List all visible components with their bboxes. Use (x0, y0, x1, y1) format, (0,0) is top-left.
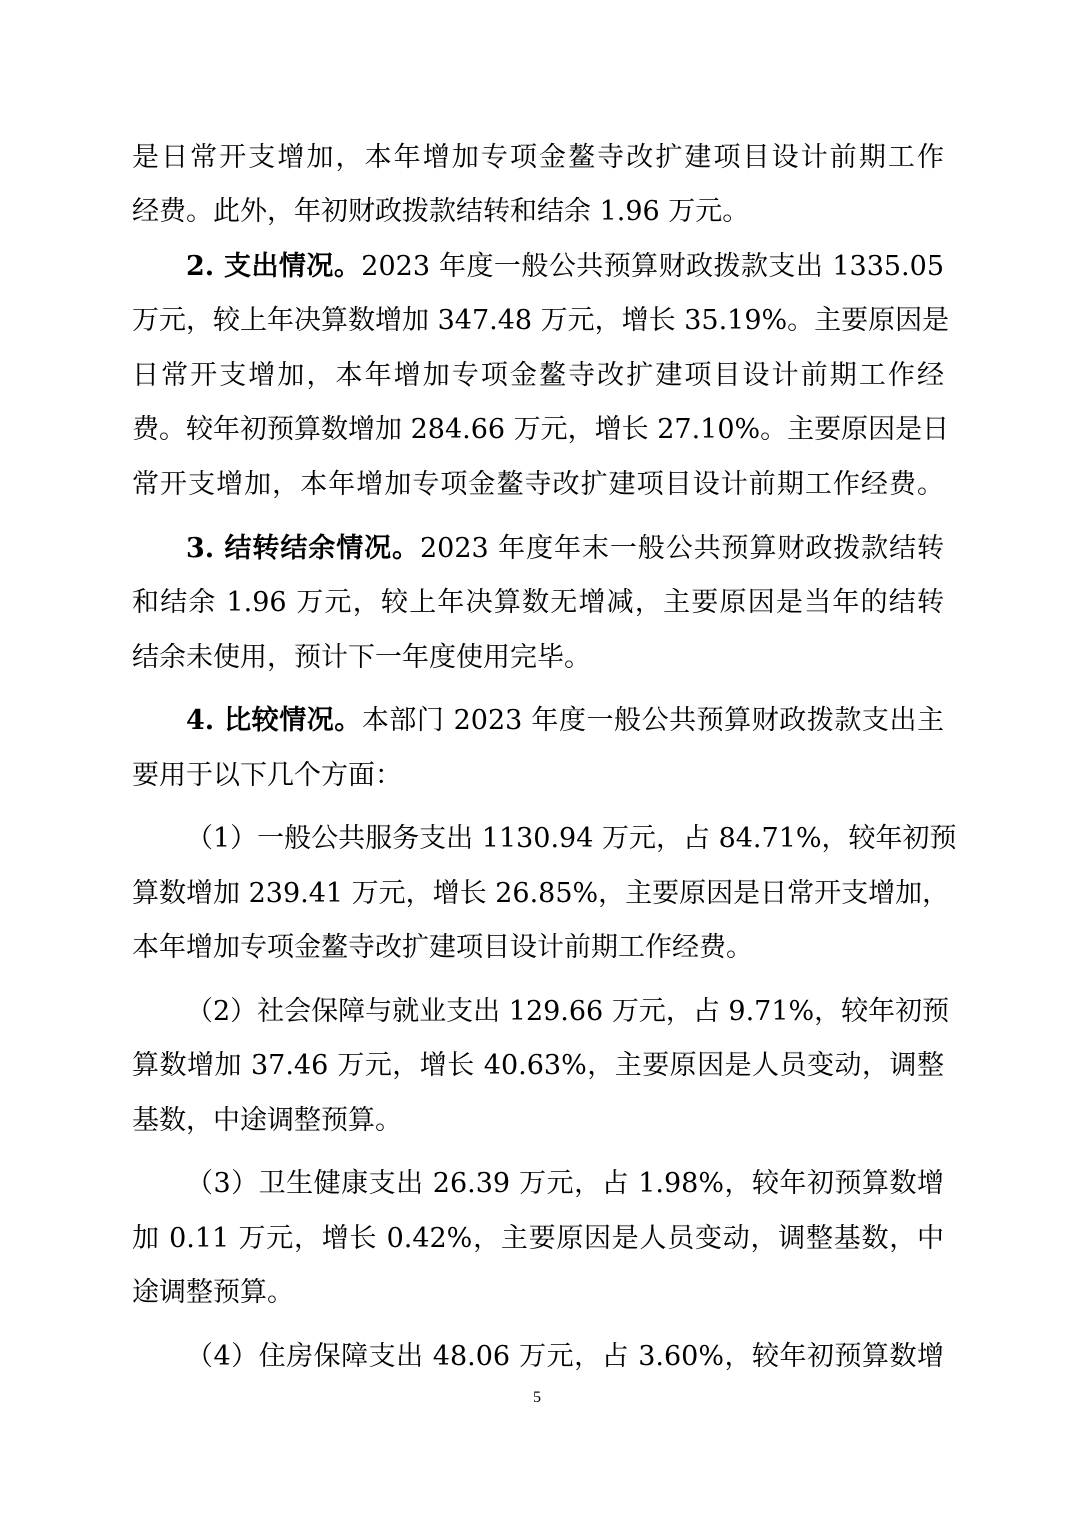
text-line: 日常开支增加，本年增加专项金鳌寺改扩建项目设计前期工作经 (132, 360, 944, 391)
text-span: 2023 年度年末一般公共预算财政拨款结转 (419, 533, 945, 564)
text-line: 要用于以下几个方面： (132, 760, 402, 791)
text-line: 经费。此外，年初财政拨款结转和结余 1.96 万元。 (132, 196, 750, 227)
text-line: 费。较年初预算数增加 284.66 万元，增长 27.10%。主要原因是日 (132, 414, 950, 445)
text-line: 途调整预算。 (132, 1277, 294, 1308)
list-item-first-line: （3）卫生健康支出 26.39 万元，占 1.98%，较年初预算数增 (186, 1168, 944, 1199)
paragraph-first-line (186, 701, 944, 741)
page-number: 5 (533, 1389, 541, 1406)
list-item-first-line: （4）住房保障支出 48.06 万元，占 3.60%，较年初预算数增 (186, 1341, 944, 1372)
list-item-first-line: （1）一般公共服务支出 1130.94 万元，占 84.71%，较年初预 (186, 823, 957, 854)
paragraph-first-line (186, 529, 944, 569)
text-line: 加 0.11 万元，增长 0.42%，主要原因是人员变动，调整基数，中 (132, 1223, 944, 1254)
paragraph-first-line (186, 247, 944, 287)
text-line: 本年增加专项金鳌寺改扩建项目设计前期工作经费。 (132, 932, 753, 963)
text-span: 本部门 2023 年度一般公共预算财政拨款支出主 (361, 705, 944, 736)
text-line: 结余未使用，预计下一年度使用完毕。 (132, 642, 591, 673)
text-line: 和结余 1.96 万元，较上年决算数无增减，主要原因是当年的结转 (132, 587, 944, 618)
section-heading: 2. 支出情况。 (186, 251, 362, 282)
text-span: 2023 年度一般公共预算财政拨款支出 1335.05 (361, 251, 944, 282)
text-line: 万元，较上年决算数增加 347.48 万元，增长 35.19%。主要原因是 (132, 305, 950, 336)
list-item-first-line: （2）社会保障与就业支出 129.66 万元，占 9.71%，较年初预 (186, 996, 950, 1027)
text-line: 算数增加 239.41 万元，增长 26.85%，主要原因是日常开支增加， (132, 878, 950, 909)
text-line: 是日常开支增加，本年增加专项金鳌寺改扩建项目设计前期工作 (132, 142, 944, 173)
text-line: 常开支增加，本年增加专项金鳌寺改扩建项目设计前期工作经费。 (132, 469, 944, 500)
section-heading: 3. 结转结余情况。 (186, 533, 420, 564)
section-heading: 4. 比较情况。 (186, 705, 362, 736)
text-line: 算数增加 37.46 万元，增长 40.63%，主要原因是人员变动，调整 (132, 1050, 944, 1081)
text-line: 基数，中途调整预算。 (132, 1105, 402, 1136)
